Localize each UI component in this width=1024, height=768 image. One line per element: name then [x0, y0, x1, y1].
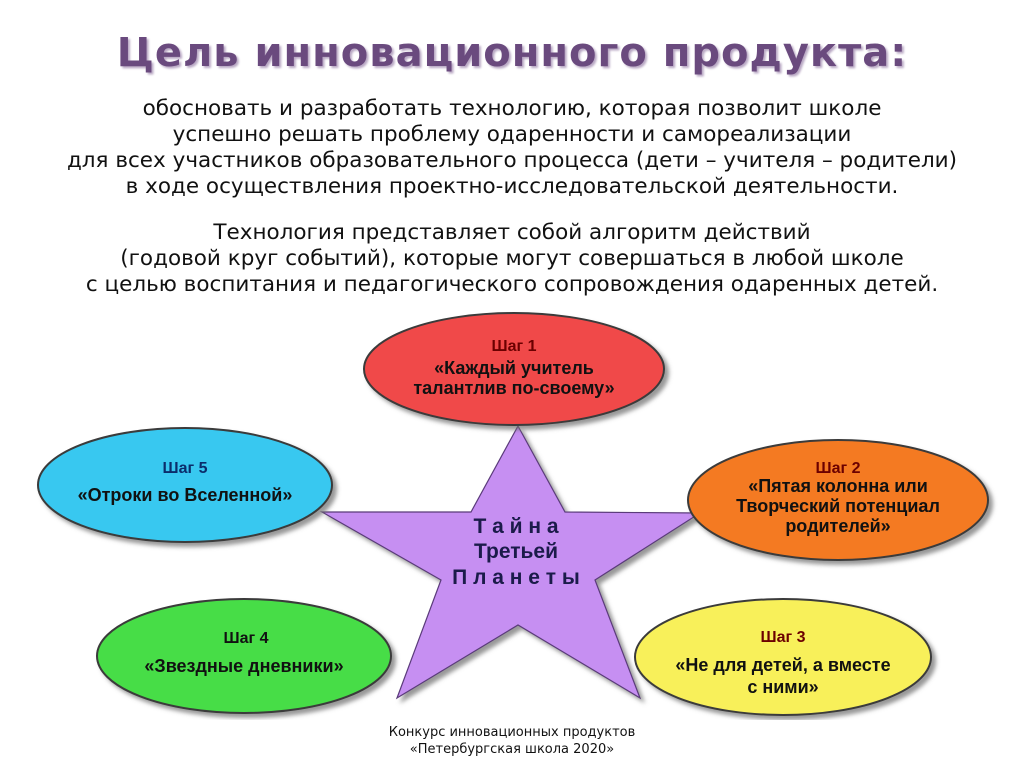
step-4-text: «Звездные дневники»: [144, 656, 344, 676]
star-label-line: Третьей: [473, 540, 559, 563]
step-2-text: Творческий потенциал: [736, 496, 940, 516]
star-label-line: П л а н е т ы: [452, 566, 580, 589]
footer: [0, 724, 1024, 758]
step-1-text: «Каждый учитель: [434, 358, 594, 378]
technology-line: Технология представляет собой алгоритм действий: [213, 220, 811, 245]
goal-line: успешно решать проблему одаренности и самореализации: [172, 122, 852, 147]
step-1-oval: [364, 313, 664, 425]
goal-line: для всех участников образовательного процесса (дети – учителя – родители): [66, 148, 958, 173]
page-title: Цель инновационного продукта:: [116, 30, 908, 76]
step-2-text: «Пятая колонна или: [748, 476, 928, 496]
step-1-text: талантлив по-своему»: [413, 378, 615, 398]
step-1-title: Шаг 1: [491, 338, 537, 355]
step-5-text: «Отроки во Вселенной»: [77, 485, 293, 505]
step-3-oval: [635, 599, 931, 715]
goal-paragraph: [0, 96, 1024, 200]
star-label-line: Т а й н а: [473, 515, 559, 538]
step-4-title: Шаг 4: [223, 630, 269, 647]
footer-line: «Петербургская школа 2020»: [409, 742, 615, 757]
step-5-oval: [38, 428, 332, 542]
technology-paragraph: [0, 220, 1024, 298]
step-5-title: Шаг 5: [162, 460, 208, 477]
step-2-oval: [688, 440, 988, 560]
step-4-oval: [97, 599, 391, 713]
goal-line: обосновать и разработать технологию, которая позволит школе: [142, 96, 882, 121]
goal-line: в ходе осуществления проектно-исследовательской деятельности.: [125, 174, 899, 199]
technology-line: с целью воспитания и педагогического сопровождения одаренных детей.: [85, 272, 939, 297]
footer-line: Конкурс инновационных продуктов: [388, 725, 636, 740]
steps-diagram: [0, 300, 1024, 720]
step-3-title: Шаг 3: [760, 629, 806, 646]
step-3-text: «Не для детей, а вместе: [675, 655, 891, 675]
step-2-text: родителей»: [785, 516, 891, 536]
step-2-title: Шаг 2: [815, 460, 861, 477]
technology-line: (годовой круг событий), которые могут совершаться в любой школе: [120, 246, 904, 271]
step-3-text: с ними»: [747, 677, 819, 697]
